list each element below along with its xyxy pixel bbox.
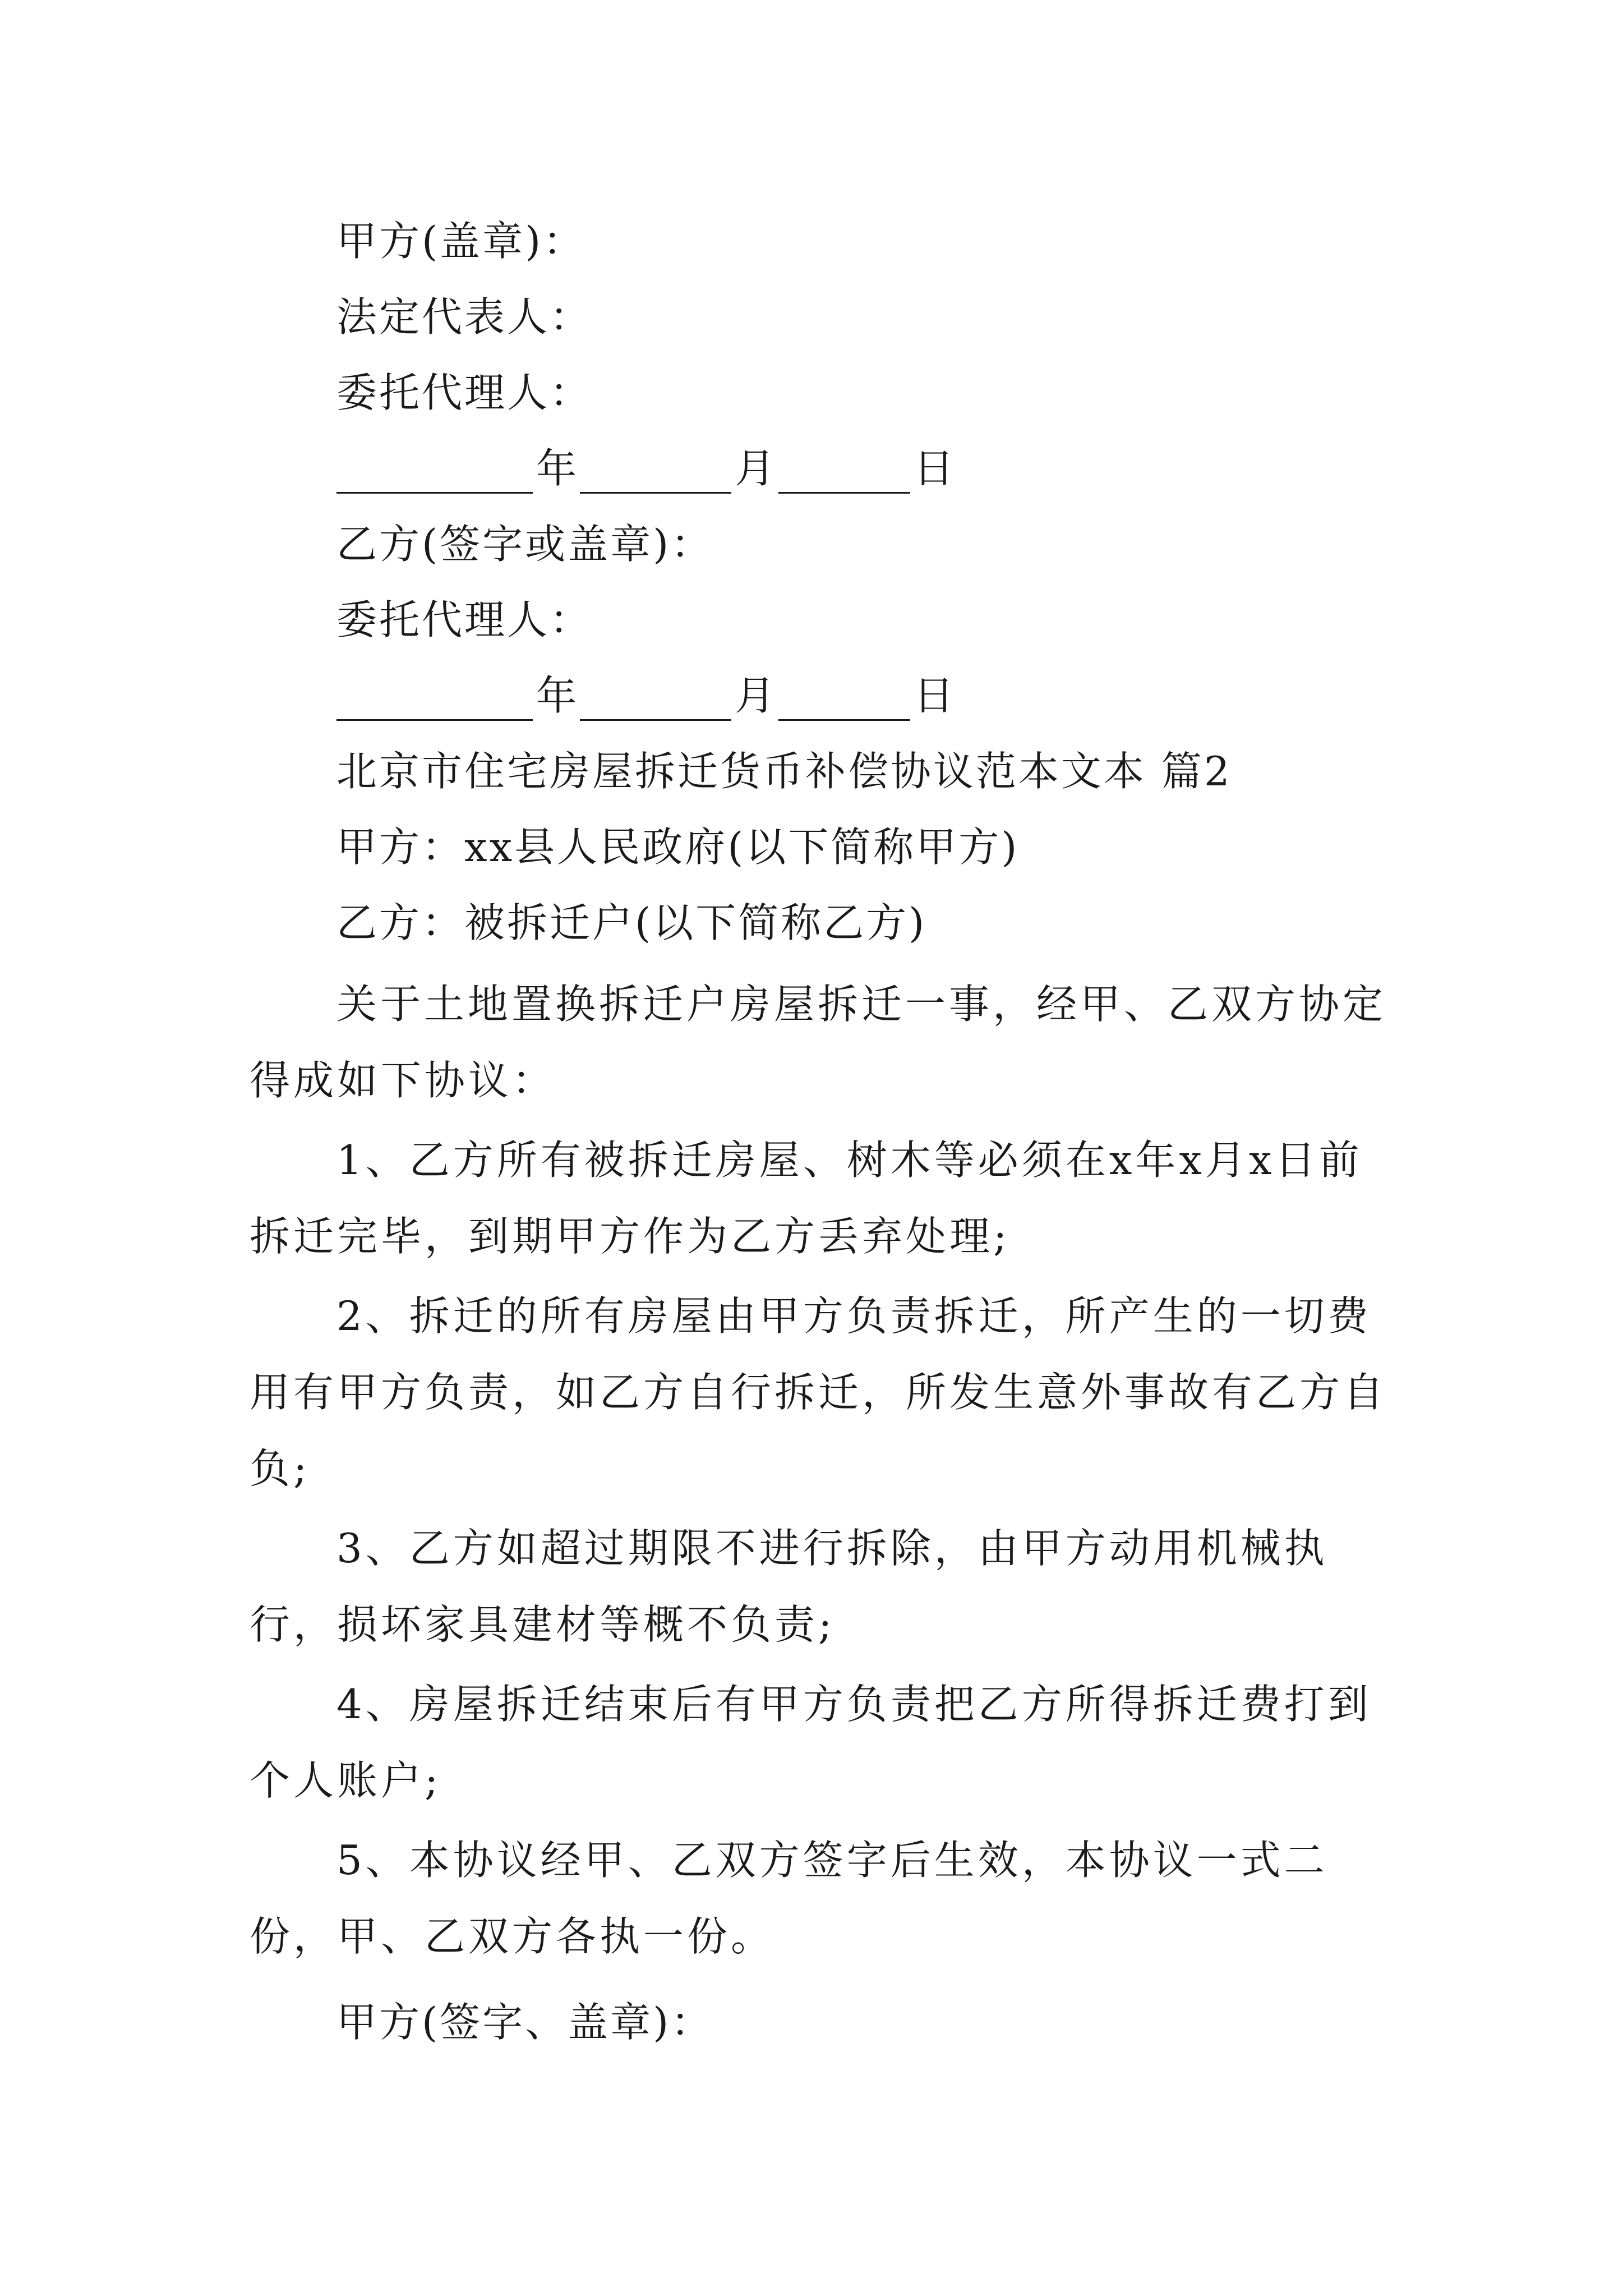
day-unit: 日 xyxy=(914,445,955,492)
date-line-1 xyxy=(336,443,957,494)
section-title: 北京市住宅房屋拆迁货币补偿协议范本文本 篇2 xyxy=(336,748,1232,795)
day-unit: 日 xyxy=(914,672,955,719)
month-unit: 月 xyxy=(735,672,776,719)
agent-label-1: 委托代理人： xyxy=(336,369,593,416)
final-sign-label: 甲方(签字、盖章)： xyxy=(336,1999,714,2046)
year-blank xyxy=(336,684,533,721)
party-b-sign-label: 乙方(签字或盖章)： xyxy=(336,521,714,568)
clause-1: 1、乙方所有被拆迁房屋、树木等必须在x年x月x日前拆迁完毕，到期甲方作为乙方丢弃处理; xyxy=(250,1137,1363,1260)
party-a-line: 甲方：xx县人民政府(以下简称甲方) xyxy=(336,823,1020,871)
clause-2: 2、拆迁的所有房屋由甲方负责拆迁，所产生的一切费用有甲方负责，如乙方自行拆迁，所发生意外事故有乙方自负; xyxy=(250,1292,1387,1492)
agent-label-2: 委托代理人： xyxy=(336,596,593,643)
legal-rep-label: 法定代表人： xyxy=(336,293,593,341)
day-blank xyxy=(778,457,910,494)
month-blank xyxy=(580,684,731,721)
clause-3: 3、乙方如超过期限不进行拆除，由甲方动用机械执行，损坏家具建材等概不负责; xyxy=(250,1525,1328,1648)
clause-4: 4、房屋拆迁结束后有甲方负责把乙方所得拆迁费打到个人账户; xyxy=(250,1681,1372,1804)
party-b-line: 乙方：被拆迁户(以下简称乙方) xyxy=(336,899,927,946)
year-unit: 年 xyxy=(536,445,577,492)
year-unit: 年 xyxy=(536,672,577,719)
party-a-seal-label: 甲方(盖章)： xyxy=(336,218,586,265)
month-blank xyxy=(580,457,731,494)
intro-paragraph: 关于土地置换拆迁户房屋拆迁一事，经甲、乙双方协定得成如下协议： xyxy=(250,981,1387,1104)
date-line-2 xyxy=(336,670,957,721)
month-unit: 月 xyxy=(735,445,776,492)
day-blank xyxy=(778,684,910,721)
clause-5: 5、本协议经甲、乙双方签字后生效，本协议一式二份，甲、乙双方各执一份。 xyxy=(250,1837,1328,1960)
year-blank xyxy=(336,457,533,494)
